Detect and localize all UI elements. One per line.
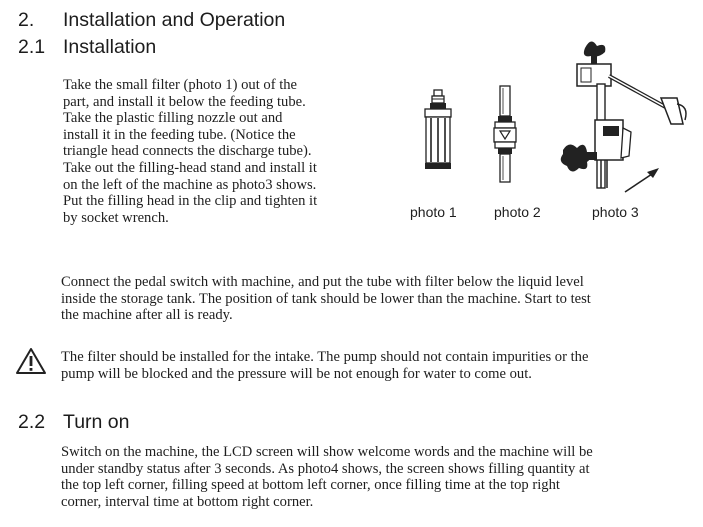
text-line: Take the plastic filling nozzle out and xyxy=(63,110,283,127)
text-line: Take the small filter (photo 1) out of the xyxy=(63,77,298,93)
text-line: by socket wrench. xyxy=(63,209,169,226)
text-line: under standby status after 3 seconds. As photo4 shows, the screen shows filling quantity at xyxy=(61,460,590,477)
text-line: Take out the filling-head stand and install it xyxy=(63,159,317,176)
text-line: Put the filling head in the clip and tighten it xyxy=(63,193,318,210)
text-line: triangle head connects the discharge tube). xyxy=(63,143,312,160)
text-line: part, and install it below the feeding tube. xyxy=(63,93,306,110)
subsection-title: Installation xyxy=(63,36,157,58)
text-line: Connect the pedal switch with machine, and put the tube with filter below the liquid level xyxy=(61,274,584,290)
stand-illustration xyxy=(555,28,695,198)
installation-paragraph xyxy=(63,77,371,226)
photo-2-caption: photo 2 xyxy=(494,204,541,220)
turn-on-paragraph xyxy=(61,444,691,510)
text-line: inside the storage tank. The position of tank should be lower than the machine. Start to test xyxy=(61,290,591,307)
nozzle-illustration xyxy=(490,84,520,184)
text-line: on the left of the machine as photo3 shows. xyxy=(63,176,317,193)
filter-illustration xyxy=(418,88,458,180)
photo-3-caption: photo 3 xyxy=(592,204,639,220)
subsection-number: 2.1 xyxy=(18,36,46,58)
text-line: The filter should be installed for the intake. The pump should not contain impurities or the xyxy=(61,349,589,365)
text-line: pump will be blocked and the pressure will be not enough for water to come out. xyxy=(61,365,532,382)
warning-paragraph xyxy=(61,349,689,382)
text-line: the top left corner, filling speed at bottom left corner, once filling time at the top right xyxy=(61,477,560,494)
pedal-paragraph xyxy=(61,274,689,324)
subsection-title: Turn on xyxy=(63,411,130,433)
section-number: 2. xyxy=(18,9,35,31)
text-line: install it in the feeding tube. (Notice the xyxy=(63,126,296,143)
subsection-number: 2.2 xyxy=(18,411,46,433)
text-line: the machine after all is ready. xyxy=(61,307,233,324)
warning-triangle-icon xyxy=(15,347,47,375)
photo-1-caption: photo 1 xyxy=(410,204,457,220)
section-title: Installation and Operation xyxy=(63,9,286,31)
text-line: corner, interval time at bottom right corner. xyxy=(61,493,314,510)
text-line: Switch on the machine, the LCD screen will show welcome words and the machine will be xyxy=(61,444,593,460)
